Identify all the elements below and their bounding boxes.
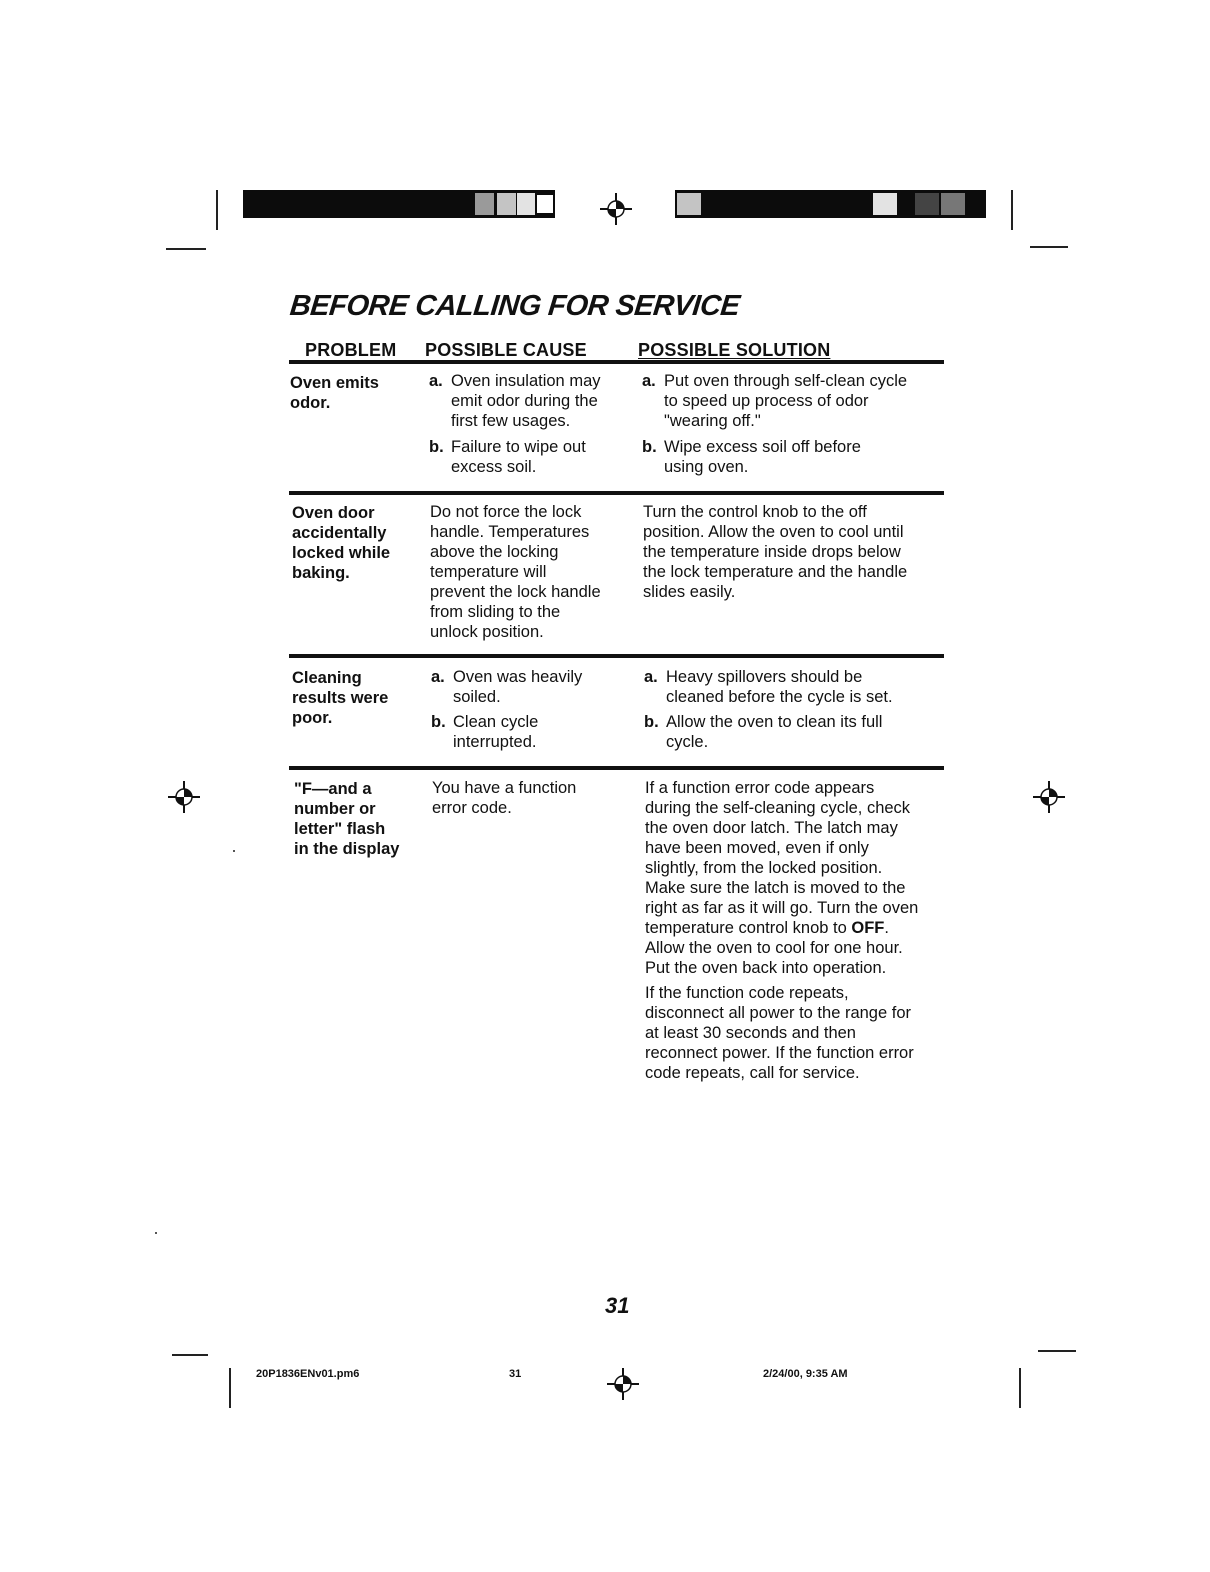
page-number: 31 [605, 1293, 630, 1318]
row-divider [289, 654, 944, 658]
item-text: Failure to wipe out excess soil. [451, 438, 586, 476]
crop-mark-bottom-right-vertical [1019, 1368, 1021, 1408]
solution-text: If a function error code appears during the self-cleaning cycle, check the oven door latch. The latch may have been moved, even if only slightly, from the locked position. Make sure the latch is moved to the right as far as it will go. Turn the oven temperature control knob to [645, 779, 919, 937]
item-marker: b. [644, 713, 659, 731]
row-3-problem: Cleaning results were poor. [292, 669, 389, 727]
column-header-cause: POSSIBLE CAUSE [425, 340, 587, 360]
item-text: Clean cycle interrupted. [453, 713, 539, 751]
item-text: Oven insulation may emit odor during the first few usages. [451, 372, 601, 430]
row-1-problem: Oven emits odor. [290, 374, 379, 412]
row-divider [289, 766, 944, 770]
item-marker: b. [429, 438, 444, 456]
item-text: Allow the oven to clean its full cycle. [666, 713, 883, 751]
item-marker: b. [431, 713, 446, 731]
solution-text: . Allow the oven to cool for one hour. Put the oven back into operation. [645, 919, 903, 977]
item-marker: b. [642, 438, 657, 456]
item-text: Wipe excess soil off before using oven. [664, 438, 861, 476]
row-2-problem: Oven door accidentally locked while baking. [292, 504, 391, 582]
row-4-solution-paragraph-1 [645, 778, 950, 978]
row-4-solution-paragraph-2: If the function code repeats, disconnect all power to the range for at least 30 seconds and then reconnect power. If the function error code repeats, call for service. [645, 984, 914, 1082]
footer-datetime: 2/24/00, 9:35 AM [763, 1368, 848, 1380]
row-4-problem: "F—and a number or letter" flash in the display [294, 780, 400, 858]
registration-target-icon [600, 193, 632, 225]
crop-mark-bottom-left-horizontal [172, 1354, 208, 1356]
column-header-solution-text: POSSIBLE SOLUTION [638, 340, 831, 360]
registration-target-icon [1033, 781, 1065, 813]
registration-target-icon [607, 1368, 639, 1400]
page-title: BEFORE CALLING FOR SERVICE [288, 290, 742, 322]
crop-mark-bottom-right-horizontal [1038, 1350, 1076, 1352]
row-2-solution: Turn the control knob to the off position. Allow the oven to cool until the temperature inside drops below the lock temperature and the handle slides easily. [643, 503, 908, 601]
row-2-cause: Do not force the lock handle. Temperatures above the locking temperature will prevent the lock handle from sliding to the unlock position. [430, 503, 601, 641]
item-marker: a. [644, 668, 658, 686]
item-marker: a. [429, 372, 443, 390]
footer-filename: 20P1836ENv01.pm6 [256, 1368, 360, 1380]
registration-target-icon [168, 781, 200, 813]
column-header-solution [638, 340, 830, 361]
item-text: Heavy spillovers should be cleaned before the cycle is set. [666, 668, 893, 706]
registration-bar-right [675, 190, 986, 218]
crop-mark-bottom-left-vertical [229, 1368, 231, 1408]
row-4-cause: You have a function error code. [432, 779, 577, 817]
crop-mark-right-horizontal [1030, 246, 1068, 248]
header-rule [289, 360, 944, 364]
row-divider [289, 491, 944, 495]
footer-page: 31 [509, 1368, 522, 1380]
crop-mark-left-vertical [216, 190, 218, 230]
speck [233, 850, 235, 852]
column-header-problem: PROBLEM [305, 340, 397, 360]
off-keyword: OFF [851, 919, 885, 937]
item-marker: a. [431, 668, 445, 686]
speck [155, 1232, 157, 1234]
item-marker: a. [642, 372, 656, 390]
item-text: Put oven through self-clean cycle to speed up process of odor "wearing off." [664, 372, 908, 430]
crop-mark-left-horizontal [166, 248, 206, 250]
item-text: Oven was heavily soiled. [453, 668, 583, 706]
crop-mark-right-vertical [1011, 190, 1013, 230]
registration-bar-left [243, 190, 555, 218]
